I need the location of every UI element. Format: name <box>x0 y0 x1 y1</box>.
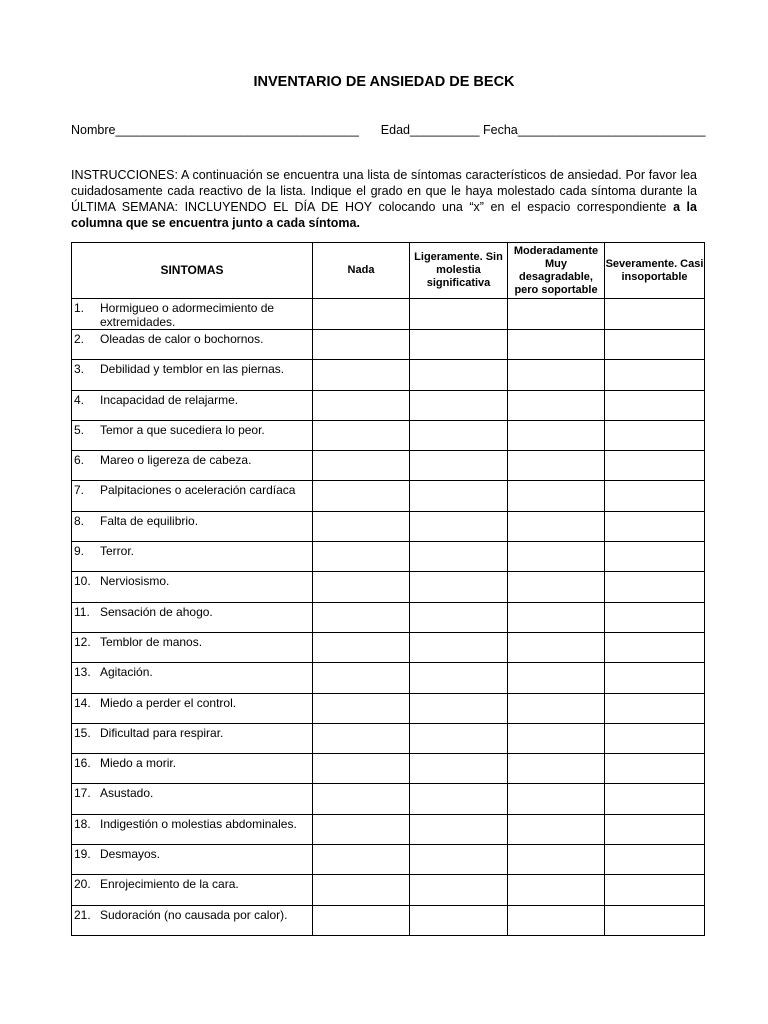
answer-cell-none[interactable] <box>313 542 410 572</box>
symptom-label <box>72 663 312 679</box>
header-none: Nada <box>313 243 410 299</box>
answer-cell-severe[interactable] <box>605 814 705 844</box>
symptom-label <box>72 875 312 891</box>
symptom-text: Sensación de ahogo. <box>100 604 213 619</box>
symptom-text: Mareo o ligereza de cabeza. <box>100 453 252 468</box>
symptom-number: 4. <box>74 392 85 407</box>
answer-cell-none[interactable] <box>313 905 410 935</box>
table-row <box>72 572 705 602</box>
answer-cell-none[interactable] <box>313 663 410 693</box>
answer-cell-severe[interactable] <box>605 754 705 784</box>
symptom-label <box>72 421 312 437</box>
symptom-text: Temblor de manos. <box>100 634 203 649</box>
symptom-label <box>72 391 312 407</box>
table-row <box>72 481 705 511</box>
symptom-cell <box>72 511 313 541</box>
answer-cell-mild[interactable] <box>410 360 508 390</box>
symptom-number: 7. <box>74 483 85 498</box>
symptom-label <box>72 845 312 861</box>
answer-cell-severe[interactable] <box>605 845 705 875</box>
answer-cell-mild[interactable] <box>410 723 508 753</box>
symptom-number: 6. <box>74 453 85 468</box>
symptom-number: 15. <box>74 725 91 740</box>
symptom-number: 2. <box>74 332 85 346</box>
symptom-label <box>72 330 312 346</box>
symptom-cell <box>72 814 313 844</box>
table-row <box>72 723 705 753</box>
symptom-text: Nerviosismo. <box>100 574 170 589</box>
answer-cell-moderate[interactable] <box>508 875 605 905</box>
symptom-number: 17. <box>74 786 91 801</box>
symptom-number: 8. <box>74 513 85 528</box>
symptom-number: 5. <box>74 422 85 437</box>
symptom-text: Incapacidad de relajarme. <box>100 392 239 407</box>
answer-cell-moderate[interactable] <box>508 693 605 723</box>
answer-cell-mild[interactable] <box>410 814 508 844</box>
answer-cell-none[interactable] <box>313 693 410 723</box>
symptom-label <box>72 694 312 710</box>
table-row <box>72 542 705 572</box>
symptom-label <box>72 603 312 619</box>
table-row <box>72 905 705 935</box>
answer-cell-mild[interactable] <box>410 390 508 420</box>
answer-cell-mild[interactable] <box>410 784 508 814</box>
answer-cell-severe[interactable] <box>605 693 705 723</box>
table-row <box>72 814 705 844</box>
answer-cell-severe[interactable] <box>605 511 705 541</box>
answer-cell-mild[interactable] <box>410 754 508 784</box>
answer-cell-moderate[interactable] <box>508 814 605 844</box>
answer-cell-mild[interactable] <box>410 602 508 632</box>
table-row <box>72 390 705 420</box>
symptom-number: 12. <box>74 634 91 649</box>
answer-cell-moderate[interactable] <box>508 663 605 693</box>
answer-cell-severe[interactable] <box>605 299 705 330</box>
symptom-cell <box>72 632 313 662</box>
symptom-cell <box>72 330 313 360</box>
personal-fields <box>71 123 711 137</box>
answer-cell-severe[interactable] <box>605 905 705 935</box>
answer-cell-mild[interactable] <box>410 905 508 935</box>
symptom-cell <box>72 784 313 814</box>
instructions <box>71 167 697 231</box>
header-mild: Ligeramente. Sin molestia significativa <box>410 243 508 299</box>
answer-cell-moderate[interactable] <box>508 360 605 390</box>
answer-cell-moderate[interactable] <box>508 390 605 420</box>
symptom-number: 20. <box>74 877 91 892</box>
table-row <box>72 451 705 481</box>
answer-cell-none[interactable] <box>313 299 410 330</box>
answer-cell-moderate[interactable] <box>508 451 605 481</box>
answer-cell-mild[interactable] <box>410 632 508 662</box>
answer-cell-none[interactable] <box>313 814 410 844</box>
answer-cell-severe[interactable] <box>605 784 705 814</box>
answer-cell-moderate[interactable] <box>508 905 605 935</box>
answer-cell-moderate[interactable] <box>508 542 605 572</box>
answer-cell-mild[interactable] <box>410 663 508 693</box>
symptom-number: 14. <box>74 695 91 710</box>
symptom-cell <box>72 723 313 753</box>
answer-cell-none[interactable] <box>313 754 410 784</box>
symptom-text: Sudoración (no causada por calor). <box>100 907 288 922</box>
symptom-label <box>72 481 312 497</box>
age-field[interactable]: Edad__________ <box>380 123 480 137</box>
symptom-number: 1. <box>74 301 85 315</box>
symptom-cell <box>72 390 313 420</box>
symptom-text: Palpitaciones o aceleración cardíaca <box>100 483 296 498</box>
answer-cell-mild[interactable] <box>410 572 508 602</box>
header-symptoms: SINTOMAS <box>72 243 313 299</box>
table-row <box>72 784 705 814</box>
answer-cell-none[interactable] <box>313 784 410 814</box>
symptom-text: Enrojecimiento de la cara. <box>100 877 239 892</box>
symptom-text: Miedo a perder el control. <box>100 695 237 710</box>
answer-cell-none[interactable] <box>313 451 410 481</box>
answer-cell-none[interactable] <box>313 572 410 602</box>
answer-cell-moderate[interactable] <box>508 572 605 602</box>
symptom-number: 16. <box>74 756 91 771</box>
symptom-text: Falta de equilibrio. <box>100 513 199 528</box>
document-title: INVENTARIO DE ANSIEDAD DE BECK <box>253 74 515 90</box>
answer-cell-mild[interactable] <box>410 299 508 330</box>
answer-cell-moderate[interactable] <box>508 723 605 753</box>
table-row <box>72 602 705 632</box>
symptom-cell <box>72 481 313 511</box>
symptom-label <box>72 542 312 558</box>
symptom-cell <box>72 905 313 935</box>
symptom-cell <box>72 693 313 723</box>
symptom-label <box>72 724 312 740</box>
answer-cell-none[interactable] <box>313 420 410 450</box>
symptom-text: Terror. <box>100 544 135 559</box>
answer-cell-none[interactable] <box>313 360 410 390</box>
symptom-text: Oleadas de calor o bochornos. <box>100 332 264 346</box>
symptom-number: 3. <box>74 362 85 377</box>
answer-cell-severe[interactable] <box>605 542 705 572</box>
answer-cell-none[interactable] <box>313 632 410 662</box>
symptom-text: Temor a que sucediera lo peor. <box>100 422 265 437</box>
answer-cell-mild[interactable] <box>410 420 508 450</box>
answer-cell-moderate[interactable] <box>508 330 605 360</box>
symptom-cell <box>72 845 313 875</box>
answer-cell-moderate[interactable] <box>508 754 605 784</box>
answer-cell-none[interactable] <box>313 875 410 905</box>
symptom-cell <box>72 542 313 572</box>
answer-cell-none[interactable] <box>313 330 410 360</box>
answer-cell-none[interactable] <box>313 390 410 420</box>
table-row <box>72 299 705 330</box>
answer-cell-mild[interactable] <box>410 481 508 511</box>
answer-cell-mild[interactable] <box>410 693 508 723</box>
symptom-cell <box>72 875 313 905</box>
symptom-number: 9. <box>74 544 85 559</box>
symptom-label <box>72 360 312 376</box>
answer-cell-moderate[interactable] <box>508 632 605 662</box>
table-row <box>72 632 705 662</box>
answer-cell-moderate[interactable] <box>508 299 605 330</box>
symptom-text: Dificultad para respirar. <box>100 725 224 740</box>
table-row <box>72 875 705 905</box>
symptom-label <box>72 633 312 649</box>
table-row <box>72 330 705 360</box>
answer-cell-mild[interactable] <box>410 451 508 481</box>
answer-cell-severe[interactable] <box>605 481 705 511</box>
table-header-row <box>72 243 705 299</box>
symptom-text: Desmayos. <box>100 847 161 862</box>
symptom-label <box>72 299 312 329</box>
answer-cell-moderate[interactable] <box>508 481 605 511</box>
instructions-text: INSTRUCCIONES: A continuación se encuentra una lista de síntomas característicos de ansiedad. Por favor lea cuidadosamente cada reactivo de la lista. Indique el grado en que le haya molestado cada síntoma durante la ÚLTIMA SEMANA: INCLUYENDO EL DÍA DE HOY colocando una “x” en el espacio correspondiente <box>71 168 697 214</box>
header-severe: Severamente. Casi insoportable <box>605 243 705 299</box>
symptom-text: Debilidad y temblor en las piernas. <box>100 362 285 377</box>
symptom-text: Indigestión o molestias abdominales. <box>100 816 297 831</box>
symptom-label <box>72 784 312 800</box>
symptom-number: 10. <box>74 574 91 589</box>
answer-cell-severe[interactable] <box>605 875 705 905</box>
symptom-number: 21. <box>74 907 91 922</box>
symptom-label <box>72 451 312 467</box>
answer-cell-moderate[interactable] <box>508 602 605 632</box>
header-moderate: Moderadamente Muy desagradable, pero soportable <box>508 243 605 299</box>
symptom-number: 19. <box>74 847 91 862</box>
symptom-text: Hormigueo o adormecimiento de extremidades. <box>100 301 275 329</box>
symptom-label <box>72 512 312 528</box>
symptom-cell <box>72 663 313 693</box>
answer-cell-severe[interactable] <box>605 451 705 481</box>
symptom-cell <box>72 360 313 390</box>
instructions-bold-text: a la columna que se encuentra junto a cada síntoma. <box>71 200 697 230</box>
answer-cell-none[interactable] <box>313 511 410 541</box>
answer-cell-severe[interactable] <box>605 723 705 753</box>
table-row <box>72 754 705 784</box>
symptom-cell <box>72 420 313 450</box>
table-row <box>72 845 705 875</box>
answer-cell-moderate[interactable] <box>508 784 605 814</box>
symptom-label <box>72 754 312 770</box>
answer-cell-moderate[interactable] <box>508 420 605 450</box>
answer-cell-mild[interactable] <box>410 330 508 360</box>
date-field[interactable]: Fecha___________________________ <box>482 123 706 137</box>
symptom-number: 13. <box>74 665 91 680</box>
answer-cell-severe[interactable] <box>605 663 705 693</box>
answer-cell-severe[interactable] <box>605 572 705 602</box>
answer-cell-severe[interactable] <box>605 420 705 450</box>
answer-cell-severe[interactable] <box>605 360 705 390</box>
answer-cell-severe[interactable] <box>605 390 705 420</box>
symptom-text: Asustado. <box>100 786 154 801</box>
answer-cell-mild[interactable] <box>410 542 508 572</box>
symptom-label <box>72 815 312 831</box>
answer-cell-none[interactable] <box>313 602 410 632</box>
table-row <box>72 511 705 541</box>
symptom-cell <box>72 451 313 481</box>
symptom-label <box>72 572 312 588</box>
answer-cell-moderate[interactable] <box>508 511 605 541</box>
table-row <box>72 420 705 450</box>
symptom-cell <box>72 602 313 632</box>
symptom-cell <box>72 572 313 602</box>
symptom-number: 18. <box>74 816 91 831</box>
table-row <box>72 663 705 693</box>
answer-cell-mild[interactable] <box>410 511 508 541</box>
answer-cell-severe[interactable] <box>605 632 705 662</box>
answer-cell-mild[interactable] <box>410 875 508 905</box>
answer-cell-severe[interactable] <box>605 330 705 360</box>
table-row <box>72 360 705 390</box>
table-row <box>72 693 705 723</box>
answer-cell-severe[interactable] <box>605 602 705 632</box>
answer-cell-none[interactable] <box>313 481 410 511</box>
answer-cell-none[interactable] <box>313 845 410 875</box>
symptom-text: Miedo a morir. <box>100 756 177 771</box>
symptom-table <box>71 242 705 936</box>
symptom-label <box>72 906 312 922</box>
answer-cell-mild[interactable] <box>410 845 508 875</box>
symptom-text: Agitación. <box>100 665 153 680</box>
name-field[interactable]: Nombre___________________________________ <box>71 123 359 137</box>
symptom-cell <box>72 299 313 330</box>
answer-cell-moderate[interactable] <box>508 845 605 875</box>
symptom-number: 11. <box>74 604 90 619</box>
symptom-cell <box>72 754 313 784</box>
answer-cell-none[interactable] <box>313 723 410 753</box>
